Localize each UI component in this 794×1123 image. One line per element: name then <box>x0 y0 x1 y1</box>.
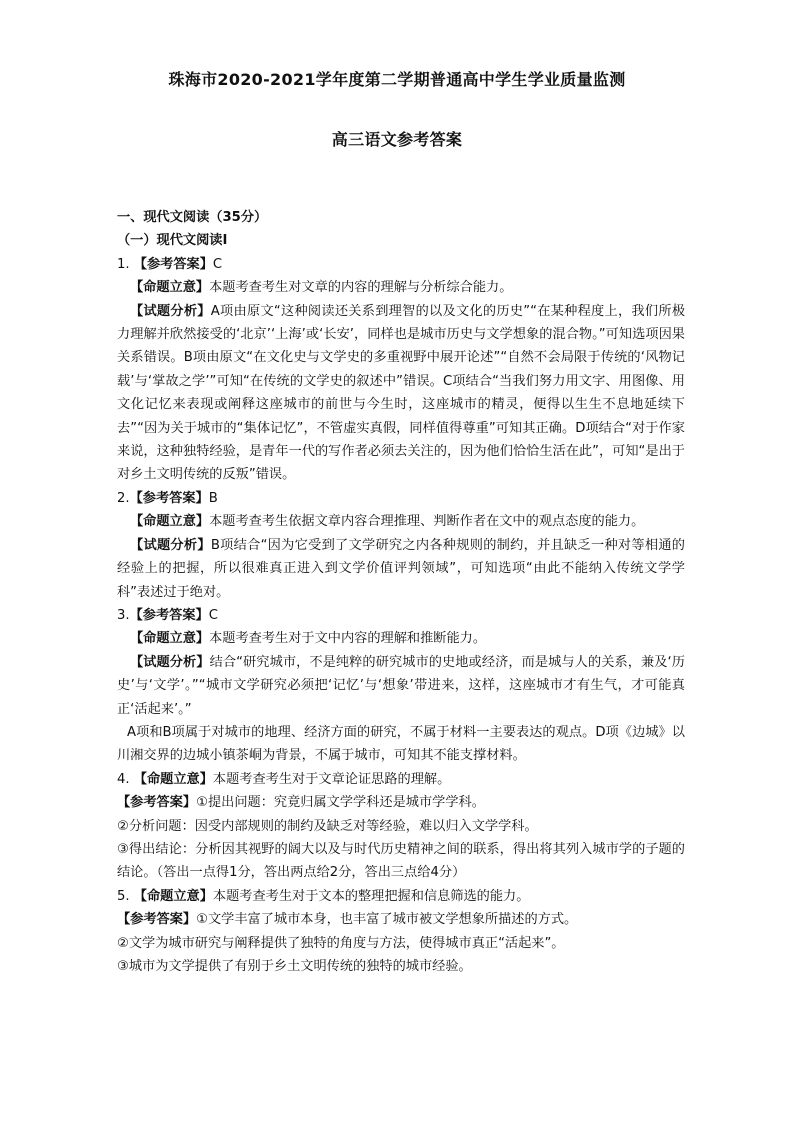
q5-point: ②文学为城市研究与阐释提供了独特的角度与方法，使得城市真正“活起来”。 <box>117 935 565 951</box>
analysis-label: 【试题分析】 <box>130 537 211 553</box>
q1-intent-line <box>117 276 685 299</box>
q5-answer-line <box>117 908 685 931</box>
q4-intent-line <box>117 768 685 791</box>
q1-answer-line <box>117 253 685 276</box>
q1-analysis-line <box>117 300 685 487</box>
q1-intent: 本题考查考生对文章的内容的理解与分析综合能力。 <box>209 280 513 296</box>
intent-label: 【命题立意】 <box>130 280 210 296</box>
q2-intent-line <box>117 510 685 533</box>
answer-label: 【参考答案】 <box>129 607 209 623</box>
q5-intent-line <box>117 885 685 908</box>
q4-intent: 本题考查考生对于文章论证思路的理解。 <box>212 771 451 787</box>
q5-point: ①文学丰富了城市本身，也丰富了城市被文学想象所描述的方式。 <box>196 912 578 928</box>
intent-label: 【命题立意】 <box>133 888 213 904</box>
q4-point: ②分析问题：因受内部规则的制约及缺乏对等经验，难以归入文学学科。 <box>117 818 538 834</box>
q3-answer-line <box>117 604 685 627</box>
intent-label: 【命题立意】 <box>130 514 210 530</box>
sub-section-heading: （一）现代文阅读Ⅰ <box>117 233 228 249</box>
q3-answer: C <box>208 607 218 623</box>
q4-point: ①提出问题：究竟归属文学学科还是城市学学科。 <box>196 795 485 811</box>
answer-content <box>117 206 685 978</box>
section-heading: 一、现代文阅读（35分） <box>117 210 268 225</box>
document-title: 珠海市2020-2021学年度第二学期普通高中学生学业质量监测 <box>168 70 626 89</box>
document-subtitle: 高三语文参考答案 <box>331 130 463 149</box>
q5-point: ③城市为文学提供了有别于乡土文明传统的独特的城市经验。 <box>117 959 472 974</box>
q5-number: 5. <box>117 888 130 904</box>
q3-extra-line: A项和B项属于对城市的地理、经济方面的研究，不属于材料一主要表达的观点。D项《边城》以川湘交界的边城小镇茶峒为背景，不属于城市，可知其不能支撑材料。 <box>117 724 685 764</box>
q2-analysis: B项结合“因为它受到了文学研究之内各种规则的制约，并且缺乏一种对等相通的经验上的把握，所以很难真正进入到文学价值评判领域”，可知选项“由此不能纳入传统文学学科”表述过于绝对。 <box>117 537 685 600</box>
q2-analysis-line <box>117 534 685 604</box>
q3-analysis: 结合“研究城市，不是纯粹的研究城市的史地或经济，而是城与人的关系，兼及‘历史’与‘文学’。”“城市文学研究必须把‘记忆’与‘想象’带进来，这样，这座城市才有生气，才可能真正‘活起来’。” <box>117 654 685 717</box>
intent-label: 【命题立意】 <box>133 771 213 787</box>
q2-number: 2. <box>117 490 130 506</box>
q4-number: 4. <box>117 771 130 787</box>
q1-analysis: A项由原文“这种阅读还关系到理智的以及文化的历史”“在某种程度上，我们所极力理解并欣然接受的‘北京’‘上海’或‘长安’，同样也是城市历史与文学想象的混合物。”可知选项因果关系错误。B项由原文“在文化史与文学史的多重视野中展开论述”“自然不会局限于传统的‘风物记载’与‘掌故之学’”可知“在传统的文学史的叙述中”错误。C项结合“当我们努力用文字、用图像、用文化记忆来表现或阐释这座城市的前世与今生时，这座城市的精灵，便得以生生不息地延续下去”“因为关于城市的“集体记忆”，不管虚实真假，同样值得尊重”可知其正确。D项结合“对于作家来说，这种独特经验，是青年一代的写作者必须去关注的，因为他们恰恰生活在此”，可知“是出于对乡土文明传统的反叛”错误。 <box>117 303 686 483</box>
q3-intent-line <box>117 627 685 650</box>
q4-answer-line <box>117 791 685 814</box>
q3-analysis-line <box>117 651 685 721</box>
q2-answer: B <box>208 490 218 506</box>
analysis-label: 【试题分析】 <box>130 303 211 319</box>
q2-intent: 本题考查考生依据文章内容合理推理、判断作者在文中的观点态度的能力。 <box>209 514 645 530</box>
analysis-label: 【试题分析】 <box>130 654 210 670</box>
answer-label: 【参考答案】 <box>133 256 213 272</box>
q2-answer-line <box>117 487 685 510</box>
q1-answer: C <box>212 256 223 272</box>
q3-number: 3. <box>117 607 130 623</box>
answer-label: 【参考答案】 <box>117 795 197 811</box>
q4-point: ③得出结论：分析因其视野的阔大以及与时代历史精神之间的联系，得出将其列入城市学的子题的结论。（答出一点得1分，答出两点给2分，答出三点给4分） <box>117 841 685 881</box>
intent-label: 【命题立意】 <box>130 631 210 647</box>
answer-label: 【参考答案】 <box>117 912 197 928</box>
answer-label: 【参考答案】 <box>129 490 209 506</box>
q1-number: 1. <box>117 256 130 272</box>
q5-intent: 本题考查考生对于文本的整理把握和信息筛选的能力。 <box>212 888 530 904</box>
q3-intent: 本题考查考生对于文中内容的理解和推断能力。 <box>209 631 487 647</box>
